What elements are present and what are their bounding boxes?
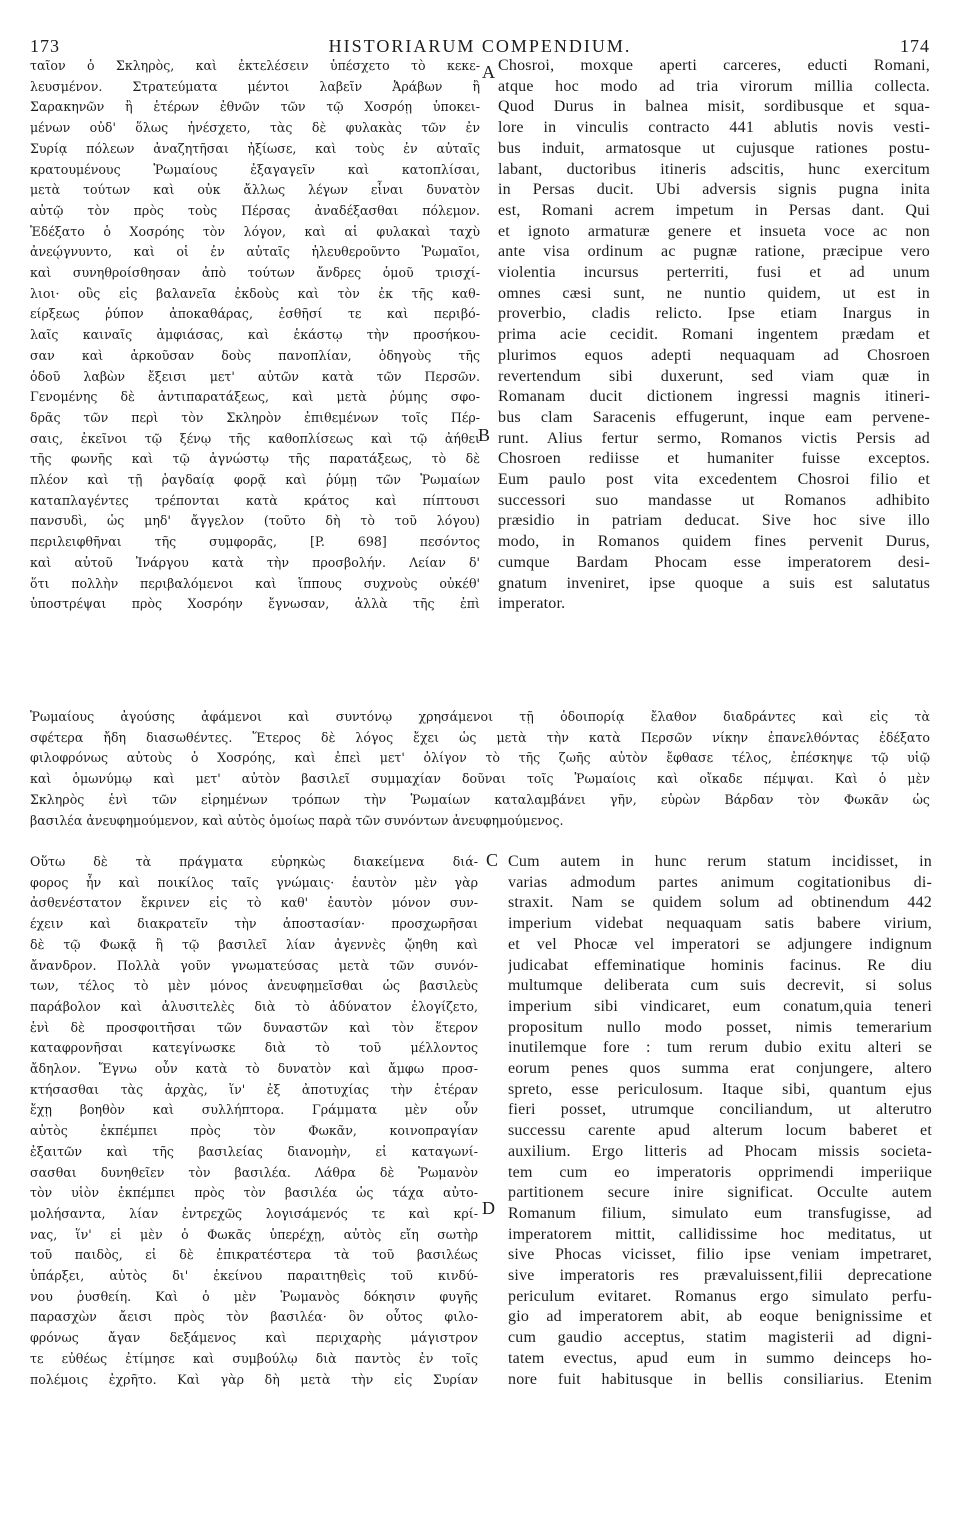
text-line: σασθαι δυνηθεῖεν τὸν βασιλέα. Λάθρα δὲ Ῥωμανὸν (30, 1164, 478, 1180)
text-line: σφέτερα ἤδη διασωθέντες. Ἕτερος δὲ λόγος ἔχει ὡς μετὰ τὴν κατὰ Περσῶν νίκην ἐπανελθόντας ἐδέξατο (30, 729, 930, 745)
text-line: ἐξαιτῶν καὶ τῆς βασιλείας διανομὴν, εἰ καταγωνί- (30, 1143, 478, 1159)
text-line: τῆς φωνῆς καὶ τῷ ἀγνώστῳ τῆς παρατάξεως, τὸ δὲ (30, 451, 480, 467)
text-line: ὑποστρέψαι πρὸς Χοσρόην ἔγνωσαν, ἀλλὰ τῆς ἐπὶ (30, 596, 480, 612)
text-line: ἄδηλον. Ἔγνω οὖν κατὰ τὸ δυνατὸν καὶ ἄμφω προσ- (30, 1061, 478, 1077)
text-line: δρᾶς τῶν περὶ τὸν Σκληρὸν ἐπιθεμένων τοῖς Πέρ- (30, 409, 480, 425)
greek-full-width-block (30, 707, 930, 831)
text-line: bus clam Saracenis effugerunt, inque eam pervene- (498, 408, 930, 426)
text-line: των, τέλος τὸ μὲν μόνος ἀνευφημεῖσθαι ὡς βασιλεὺς (30, 978, 478, 994)
text-line: violentia incursus perterriti, fusi et ad unum (498, 264, 930, 282)
text-line: Γενομένης δὲ ἀντιπαρατάξεως, καὶ μετὰ ῥύμης σφο- (30, 389, 480, 405)
text-line: Romanam ducit dictionem ingressi magnis itineri- (498, 388, 930, 406)
text-line: λιοι· οὓς εἰς βαλανεῖα ἐκδοὺς καὶ τὸν ἐκ τῆς καθ- (30, 285, 480, 301)
text-line: modo, in Romanos quidem fines pervenit Durus, (498, 533, 930, 551)
latin-column-a (498, 56, 930, 615)
text-line: ἀνεῴγνυντο, καὶ οἱ ἐν αὐταῖς ἠλευθεροῦντο Ῥωμαῖοι, (30, 244, 480, 260)
text-line: successu carente apud alterum locum baberet et (508, 1122, 932, 1140)
text-line: gnatum inveniret, ipse quoque a suis est salutatus (498, 574, 930, 592)
margin-marker-a: A (482, 62, 495, 82)
text-line: et ignoto armaturæ genere et insueta voce ac non (498, 222, 930, 240)
text-line: καταπλαγέντες τρέπονται κατὰ κράτος καὶ πίπτουσι (30, 492, 480, 508)
text-line: τὸν υἱὸν ἐκπέμπει πρὸς τὸν βασιλέα ὡς τάχα αὐτο- (30, 1185, 478, 1201)
text-line: νου ῥυσθείη. Καὶ ὁ μὲν Ῥωμανὸς δόκησιν φυγῆς (30, 1288, 478, 1304)
text-line: μένων οὐδ' ὅλως ἠνέσχετο, τὰς δὲ φυλακὰς τῶν ἐν (30, 120, 480, 136)
greek-column-c (30, 852, 478, 1390)
text-line: σαις, ἐκεῖνοι τῷ ξένῳ τῆς καθοπλίσεως καὶ τῷ ἀήθει (30, 430, 480, 446)
text-line: nore fuit habitusque in bellis consiliarius. Etenim (508, 1370, 932, 1388)
text-line: Συρίᾳ πόλεων ἀναζητῆσαι ἠξίωσε, καὶ τοὺς ἐν αὐταῖς (30, 140, 480, 156)
text-line: omnes cæsi sunt, ne nuntio quidem, ut est in (498, 284, 930, 302)
text-line: φιλοφρόνως αὐτοὺς ὁ Χοσρόης, καὶ ἐπεὶ μετ' ὀλίγον τὸ τῆς ζωῆς αὐτὸν ἔφθασε τέλος, ἐπέσκηψε τῷ υἱῷ (30, 750, 930, 766)
text-line: atque hoc modo ad tria virorum millia collecta. (498, 77, 930, 95)
text-line: Ῥωμαίους ἀγούσης ἀφάμενοι καὶ συντόνῳ χρησάμενοι τῇ ὁδοιπορίᾳ ἔλαθον διαδράντες καὶ εἰς τὰ (30, 709, 930, 724)
text-line: tatem evectus, apud eum in summo deinceps ho- (508, 1349, 932, 1367)
text-line: prima acie cecidit. Romani ingentem prædam et (498, 326, 930, 344)
text-line: Cum autem in hunc rerum statum incidisset, in (508, 853, 932, 870)
text-line: partitionem secure inire significat. Occulte autem (508, 1184, 932, 1202)
text-line: cumque Bardam Phocam esse imperatorem desi- (498, 553, 930, 571)
text-line: revertendum sibi duxerunt, sed viam quæ in (498, 367, 930, 385)
text-line: fieri posset, utrumque conciliandum, ut alterutro (508, 1101, 932, 1119)
text-line: in Persas ducit. Ubi adversis signis pugna inita (498, 181, 930, 199)
latin-column-c (508, 852, 932, 1390)
text-line: ταῖον ὁ Σκληρὸς, καὶ ἐκτελέσειν ὑπέσχετο τὸ κεκε- (30, 58, 480, 73)
text-line: ἄνανδρον. Πολλὰ γοῦν γνωματεύσας μετὰ τῶν συνόν- (30, 957, 478, 973)
text-line: imperium videbat nequaquam satis babere virium, (508, 915, 932, 933)
text-line: labant, ductoribus itineris adscitis, hunc exercitum (498, 160, 930, 178)
text-line: ante visa ordinum ac pugnæ ratione, præcipue vero (498, 243, 930, 261)
text-line: eorum penes quos summa erat conjungere, altero (508, 1060, 932, 1078)
text-line: plurimos equos adepti nequaquam ad Chosroen (498, 346, 930, 364)
text-line: spreto, esse periculosum. Itaque sibi, quantum ejus (508, 1080, 932, 1098)
text-line: τοῦ παιδὸς, εἰ δὲ ἐπικρατέστερα τὰ τοῦ βασιλέως (30, 1247, 478, 1263)
text-line: proverbio, cladis relicto. Ipse etiam Inargus in (498, 305, 930, 323)
text-line: παράβολον καὶ ἀλυσιτελὲς διὰ τὸ ἀδύνατον ἐλογίζετο, (30, 998, 478, 1014)
text-line: καὶ συνηθροίσθησαν ἀπὸ τούτων ἄνδρες ὁμοῦ τρισχί- (30, 265, 480, 281)
text-line: νας, ἵν' εἰ μὲν ὁ Φωκᾶς ὑπερέχῃ, αὐτὸς εἴη σωτὴρ (30, 1226, 478, 1242)
text-line: Chosroi, moxque aperti carceres, educti Romani, (498, 57, 930, 74)
page-number-right: 174 (900, 36, 930, 56)
text-line: sive imperatoris res prævaluissent,filii deprecatione (508, 1267, 932, 1285)
text-line: Eum paulo post vita excedentem Chosroi filio et (498, 471, 930, 489)
text-line: πολέμοις ἐχρῆτο. Καὶ γὰρ δὴ μετὰ τὴν εἰς Συρίαν (30, 1371, 478, 1387)
text-line: Σαρακηνῶν ἢ ἑτέρων ἐθνῶν τῶν τῷ Χοσρόῃ ὑποκει- (30, 99, 480, 115)
text-line: Quod Durus in balnea misit, sordibusque et squa- (498, 98, 930, 116)
text-line: imperium sibi vindicaret, eum conatum,quia teneri (508, 997, 932, 1015)
text-line: αὐτῷ τὸν πρὸς τοὺς Πέρσας ἀναδέξασθαι πόλεμον. (30, 202, 480, 218)
text-line: periculum evitaret. Romanus ergo simulato perfu- (508, 1287, 932, 1305)
text-line: έχειν καὶ διακρατεῖν τὴν ἀποστασίαν· προσχωρῆσαι (30, 916, 478, 932)
text-line: ὅτι πολλὴν περιβαλόμενοι καὶ ἵππους συχνοὺς οὐκέθ' (30, 575, 480, 591)
text-line: ὁδοῦ λαβὼν ἔξεισι μετ' αὐτῶν κατὰ τῶν Περσῶν. (30, 368, 480, 384)
text-line: varias admodum partes animum cogitationibus di- (508, 873, 932, 891)
text-line: κτήσασθαι τὰς ἀρχὰς, ἵν' ἐξ ἀποτυχίας τὴν ἑτέραν (30, 1081, 478, 1097)
text-line: sive Phocas vicisset, filio ipse veniam impetraret, (508, 1246, 932, 1264)
text-line: successori suo mandasse ut Romanos adhibito (498, 491, 930, 509)
text-line: et vel Phocæ vel imperatori se adjungere indignum (508, 935, 932, 953)
text-line: straxit. Nam se quidem solum ad obtinendum 442 (508, 894, 932, 912)
text-line: ὑπάρξει, αὐτὸς δι' ἐκείνου παραιτηθεὶς τοῦ κινδύ- (30, 1268, 478, 1284)
text-line: inutilemque fore : tum rerum dubio exitu alteri se (508, 1039, 932, 1057)
text-line: δὲ τῷ Φωκᾷ ἢ τῷ βασιλεῖ λίαν ἀγεννὲς ᾤηθη καὶ (30, 936, 478, 952)
text-line: ἔχῃ βοηθὸν καὶ συλλήπτορα. Γράμματα μὲν οὖν (30, 1102, 478, 1118)
text-line: lore in vinculis contracto 441 ablutis novis vesti- (498, 119, 930, 137)
text-line: ἀσθενέστατον ἔκρινεν εἰς τὸ καθ' ἑαυτὸν μόνον συν- (30, 895, 478, 911)
text-line: tem cum eo imperatoris opprimendi imperiique (508, 1163, 932, 1181)
margin-marker-b: B (478, 425, 491, 445)
running-title: HISTORIARUM COMPENDIUM. (328, 36, 632, 56)
text-line: μολήσαντα, λίαν ἐντρεχῶς λογισάμενός τε καὶ κρί- (30, 1205, 478, 1221)
text-line: περιλειφθῆναι τῆς συμφορᾶς, [P. 698] πεσόντος (30, 534, 480, 550)
text-line: παρασχὼν ἄεισι πρὸς τὸν βασιλέα· ὃν οὗτος φιλο- (30, 1309, 478, 1325)
text-line: καὶ αὐτοῦ Ἰνάργου κατὰ τὴν προσβολήν. Λείαν δ' (30, 554, 480, 570)
text-line: Οὕτω δὲ τὰ πράγματα εὑρηκὼς διακείμενα διά- (30, 854, 478, 869)
text-line: auxilium. Ergo litteris ad Phocam missis societa- (508, 1142, 932, 1160)
text-line: est, Romani acrem impetum in Persas dant. Qui (498, 201, 930, 219)
text-line: φρόνως ἄγαν δεξάμενος καὶ περιχαρὴς μάγιστρον (30, 1330, 478, 1346)
text-line: multumque deliberata cum suis decrevit, si solus (508, 977, 932, 995)
text-line: bus induit, armatosque ut cujusque rationes postu- (498, 139, 930, 157)
text-line: runt. Alius fertur sermo, Romanos victis Persis ad (498, 429, 930, 447)
text-line: σαν καὶ ἀρκοῦσαν δοὺς πανοπλίαν, ὁδηγοὺς τῆς (30, 347, 480, 363)
page-number-left: 173 (30, 36, 60, 56)
text-line: κρατουμένους Ῥωμαίους ἐξαγαγεῖν καὶ κατοπλίσαι, (30, 161, 480, 177)
margin-marker-c: C (486, 850, 499, 870)
text-line: πανσυδὶ, ὡς μηδ' ἄγγελον (τοῦτο δὴ τὸ τοῦ λόγου) (30, 513, 480, 529)
text-line: ἑνὶ δὲ προσφοιτῆσαι τῶν δυναστῶν καὶ τὸν ἕτερον (30, 1019, 478, 1035)
text-line: gio ad imperatorem abit, ab eoque benignissime et (508, 1308, 932, 1326)
text-line: αὐτὸς ἐκπέμπει πρὸς τὸν Φωκᾶν, κοινοπραγίαν (30, 1123, 478, 1139)
text-line: φορος ἦν καὶ ποικίλος ταῖς γνώμαις· ἑαυτὸν μὲν γὰρ (30, 874, 478, 890)
text-line: propositum nullo modo posset, nimis temerarium (508, 1018, 932, 1036)
text-line: είρξεως ῥύπον ἀποκαθάρας, ἐσθῆσί τε καὶ περιβό- (30, 306, 480, 322)
greek-column-a (30, 56, 480, 615)
text-line: præsidio in patriam deducat. Sive hoc sive illo (498, 512, 930, 530)
text-line: τε εὐθέως ἐτίμησε καὶ συμβούλῳ διὰ παντὸς ἐν τοῖς (30, 1350, 478, 1366)
text-line: λαῖς καιναῖς ἀμφιάσας, καὶ ἑκάστῳ τὴν προσήκου- (30, 327, 480, 343)
text-line: καταφρονῆσαι κατεγίνωσκε διὰ τὸ τοῦ μέλλοντος (30, 1040, 478, 1056)
text-line: imperator. (498, 595, 566, 613)
text-line: καὶ ὁμωνύμῳ καὶ μετ' αὐτὸν βασιλεῖ συμμαχίαν δοῦναι τοῖς Ῥωμαίοις καὶ οἴκαδε πέμψαι. Καὶ ὁ μὲν (30, 771, 930, 787)
text-line: cum gaudio acceptus, statim magisterii ad digni- (508, 1329, 932, 1347)
text-line: Chosroen rediisse et humaniter fuisse exceptos. (498, 450, 930, 468)
text-line: Romanum filium, simulato eum transfugisse, ad (508, 1204, 932, 1222)
text-line: λευσμένον. Στρατεύματα μέντοι λαβεῖν Ἀράβων ἢ (30, 78, 480, 94)
text-line: πλέον καὶ τῇ ῥαγδαίᾳ φορᾷ καὶ ῥύμῃ τῶν Ῥωμαίων (30, 472, 480, 488)
text-line: μετὰ τούτων καὶ οὐκ ἄλλως λέγων εἶναι δυνατὸν (30, 182, 480, 198)
text-line: βασιλέα ἀνευφημούμενον, καὶ αὐτὸς ὁμοίως παρὰ τῶν συνόντων ἀνευφημούμενος. (30, 812, 564, 828)
margin-marker-d: D (482, 1198, 495, 1218)
text-line: imperatorem mittit, callidissime hoc meditatus, ut (508, 1225, 932, 1243)
text-line: Ἐδέξατο ὁ Χοσρόης τὸν λόγον, καὶ αἱ φυλακαὶ ταχὺ (30, 223, 480, 239)
text-line: Σκληρὸς ἑνὶ τῶν εἰρημένων τρόπων τὴν Ῥωμαίων καταλαμβάνει γῆν, εὑρὼν Βάρδαν τὸν Φωκᾶν ὡς (30, 791, 930, 807)
text-line: judicabat effeminatique hominis facinus. Re diu (508, 956, 932, 974)
